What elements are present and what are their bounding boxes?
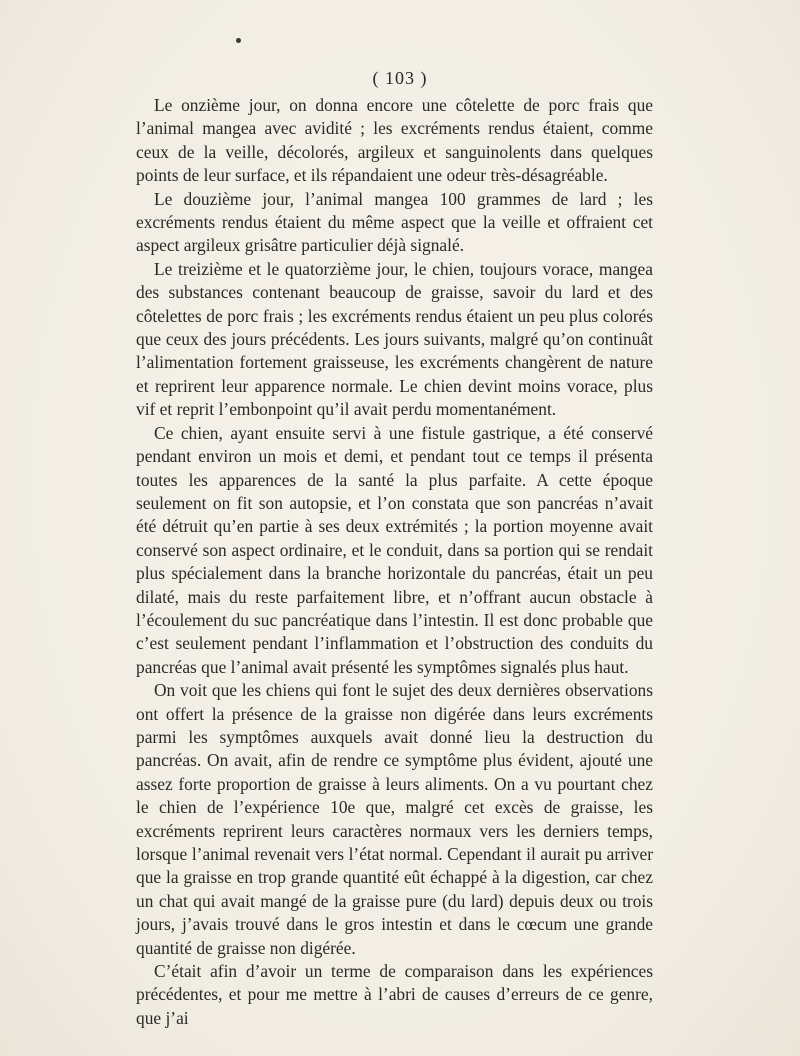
paragraph-comparison: C’était afin d’avoir un terme de comparaison dans les expériences précédentes, et pour me mettre à l’abri de causes d’erreurs de ce genre, que j’ai — [136, 961, 653, 1028]
ink-speck — [236, 38, 241, 43]
page-number: ( 103 ) — [372, 68, 428, 88]
paragraph-gastric-fistula-autopsy: Ce chien, ayant ensuite servi à une fistule gastrique, a été conservé pendant environ un mois et demi, et pendant tout ce temps il présenta toutes les apparences de la santé la plus parfaite. A cette époque seulement on fit son autopsie, et l’on constata que son pancréas n’avait été détruit qu’en partie à ses deux extrémités ; la portion moyenne avait conservé son aspect ordinaire, et le conduit, dans sa portion qui se rendait plus spécialement dans la branche horizontale du pancréas, était un peu dilaté, mais du reste parfaitement libre, et n’offrant aucun obstacle à l’écoulement du suc pancréatique dans l’intestin. Il est donc probable que c’est seulement pendant l’inflammation et l’obstruction des conduits du pancréas que l’animal avait présenté les symptômes signalés plus haut. — [136, 422, 653, 677]
paragraph-days-thirteen-fourteen: Le treizième et le quatorzième jour, le chien, toujours vorace, mangea des substances contenant beaucoup de graisse, savoir du lard et des côtelettes de porc frais ; les excréments rendus étaient un peu plus colorés que ceux des jours précédents. Les jours suivants, malgré qu’on continuât l’alimentation fortement graisseuse, les excréments changèrent de nature et reprirent leur apparence normale. Le chien devint moins vorace, plus vif et reprit l’embonpoint qu’il avait perdu momentanément. — [136, 258, 653, 420]
paragraph-day-eleven: Le onzième jour, on donna encore une côtelette de porc frais que l’animal mangea avec avidité ; les excréments rendus étaient, comme ceux de la veille, décolorés, argileux et sanguinolents dans quelques points de leur surface, et ils répandaient une odeur très-désagréable. — [136, 95, 653, 186]
body-text — [136, 94, 653, 1030]
paragraph-day-twelve: Le douzième jour, l’animal mangea 100 grammes de lard ; les excréments rendus étaient du même aspect que la veille et offraient cet aspect argileux grisâtre particulier déjà signalé. — [136, 188, 653, 256]
paragraph-undigested-fat: On voit que les chiens qui font le sujet des deux dernières observations ont offert la présence de la graisse non digérée dans leurs excréments parmi les symptômes auxquels avait donné lieu la destruction du pancréas. On avait, afin de rendre ce symptôme plus évident, ajouté une assez forte proportion de graisse à leurs aliments. On a vu pourtant chez le chien de l’expérience 10e que, malgré cet excès de graisse, les excréments reprirent leurs caractères normaux vers les derniers temps, lorsque l’animal revenait vers l’état normal. Cependant il aurait pu arriver que la graisse en trop grande quantité eût échappé à la digestion, car chez un chat qui avait mangé de la graisse pure (du lard) depuis deux ou trois jours, j’avais trouvé dans le gros intestin et dans le cœcum une grande quantité de graisse non digérée. — [136, 680, 653, 958]
